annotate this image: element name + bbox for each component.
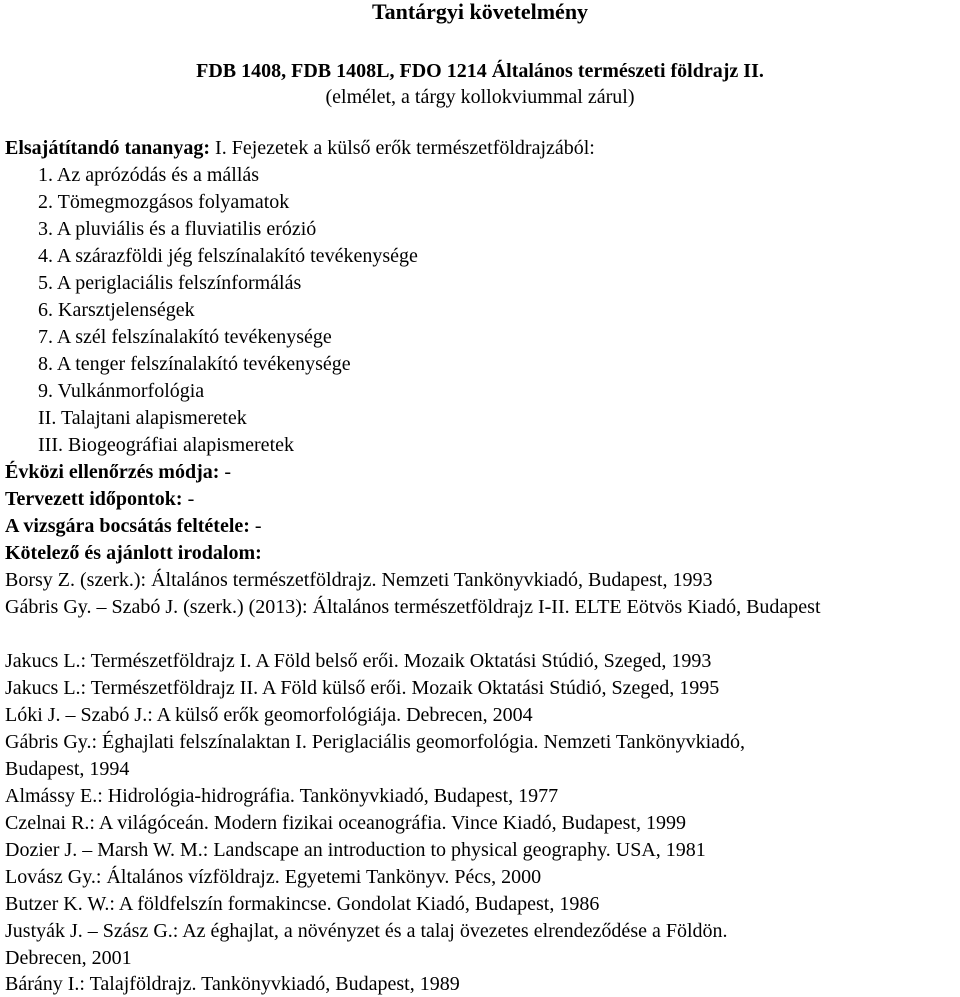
literature-entry: Jakucs L.: Természetföldrajz I. A Föld belső erői. Mozaik Oktatási Stúdió, Szeged, 1993 — [5, 650, 712, 672]
list-item: 4. A szárazföldi jég felszínalakító tevékenysége — [38, 245, 418, 267]
exam-label: A vizsgára bocsátás feltétele: — [5, 515, 250, 537]
list-item: 8. A tenger felszínalakító tevékenysége — [38, 353, 351, 375]
literature-entry: Justyák J. – Szász G.: Az éghajlat, a növényzet és a talaj övezetes elrendeződése a Földön. — [5, 920, 728, 942]
literature-entry: Borsy Z. (szerk.): Általános természetföldrajz. Nemzeti Tankönyvkiadó, Budapest, 1993 — [5, 569, 713, 591]
section-iii-title: III. Biogeográfiai alapismeretek — [38, 434, 294, 456]
list-item: 9. Vulkánmorfológia — [38, 380, 205, 402]
course-note: (elmélet, a tárgy kollokviummal zárul) — [325, 86, 635, 108]
midterm-label: Évközi ellenőrzés módja: — [5, 461, 220, 483]
literature-entry: Bárány I.: Talajföldrajz. Tankönyvkiadó, Budapest, 1989 — [5, 973, 460, 995]
literature-entry: Jakucs L.: Természetföldrajz II. A Föld külső erői. Mozaik Oktatási Stúdió, Szeged, 1995 — [5, 677, 720, 699]
literature-entry: Gábris Gy. – Szabó J. (szerk.) (2013): Általános természetföldrajz I-II. ELTE Eötvös Kiadó, Budapest — [5, 596, 821, 618]
course-code: FDB 1408, FDB 1408L, FDO 1214 Általános természeti földrajz II. — [196, 60, 764, 82]
literature-entry: Lovász Gy.: Általános vízföldrajz. Egyetemi Tankönyv. Pécs, 2000 — [5, 866, 542, 888]
dates-value: - — [182, 488, 195, 510]
literature-entry: Butzer K. W.: A földfelszín formakincse. Gondolat Kiadó, Budapest, 1986 — [5, 893, 600, 915]
literature-entry: Gábris Gy.: Éghajlati felszínalaktan I. Periglaciális geomorfológia. Nemzeti Tankönyvkiadó, — [5, 731, 746, 753]
material-heading — [5, 136, 595, 160]
literature-entry: Almássy E.: Hidrológia-hidrográfia. Tankönyvkiadó, Budapest, 1977 — [5, 785, 559, 807]
list-item: 7. A szél felszínalakító tevékenysége — [38, 326, 332, 348]
literature-entry-continued: Debrecen, 2001 — [5, 947, 132, 969]
list-item: 6. Karsztjelenségek — [38, 299, 195, 321]
dates-label: Tervezett időpontok: — [5, 488, 183, 510]
list-item: 3. A pluviális és a fluviatilis erózió — [38, 218, 317, 240]
literature-entry: Dozier J. – Marsh W. M.: Landscape an introduction to physical geography. USA, 1981 — [5, 839, 706, 861]
document-title: Tantárgyi követelmény — [371, 0, 589, 24]
section-ii-title: II. Talajtani alapismeretek — [38, 407, 247, 429]
list-item: 1. Az aprózódás és a mállás — [38, 164, 260, 186]
midterm-value: - — [219, 461, 232, 483]
list-item: 2. Tömegmozgásos folyamatok — [38, 191, 290, 213]
literature-entry: Czelnai R.: A világóceán. Modern fizikai oceanográfia. Vince Kiadó, Budapest, 1999 — [5, 812, 687, 834]
material-label: Elsajátítandó tananyag: — [5, 137, 211, 159]
exam-row — [5, 514, 262, 538]
section-i-title: I. Fejezetek a külső erők természetföldrajzából: — [215, 137, 595, 159]
list-item: 5. A periglaciális felszínformálás — [38, 272, 302, 294]
exam-value: - — [249, 515, 262, 537]
literature-entry-continued: Budapest, 1994 — [5, 758, 130, 780]
dates-row — [5, 487, 194, 511]
literature-heading: Kötelező és ajánlott irodalom: — [5, 542, 262, 564]
literature-entry: Lóki J. – Szabó J.: A külső erők geomorfológiája. Debrecen, 2004 — [5, 704, 533, 726]
midterm-row — [5, 460, 231, 484]
